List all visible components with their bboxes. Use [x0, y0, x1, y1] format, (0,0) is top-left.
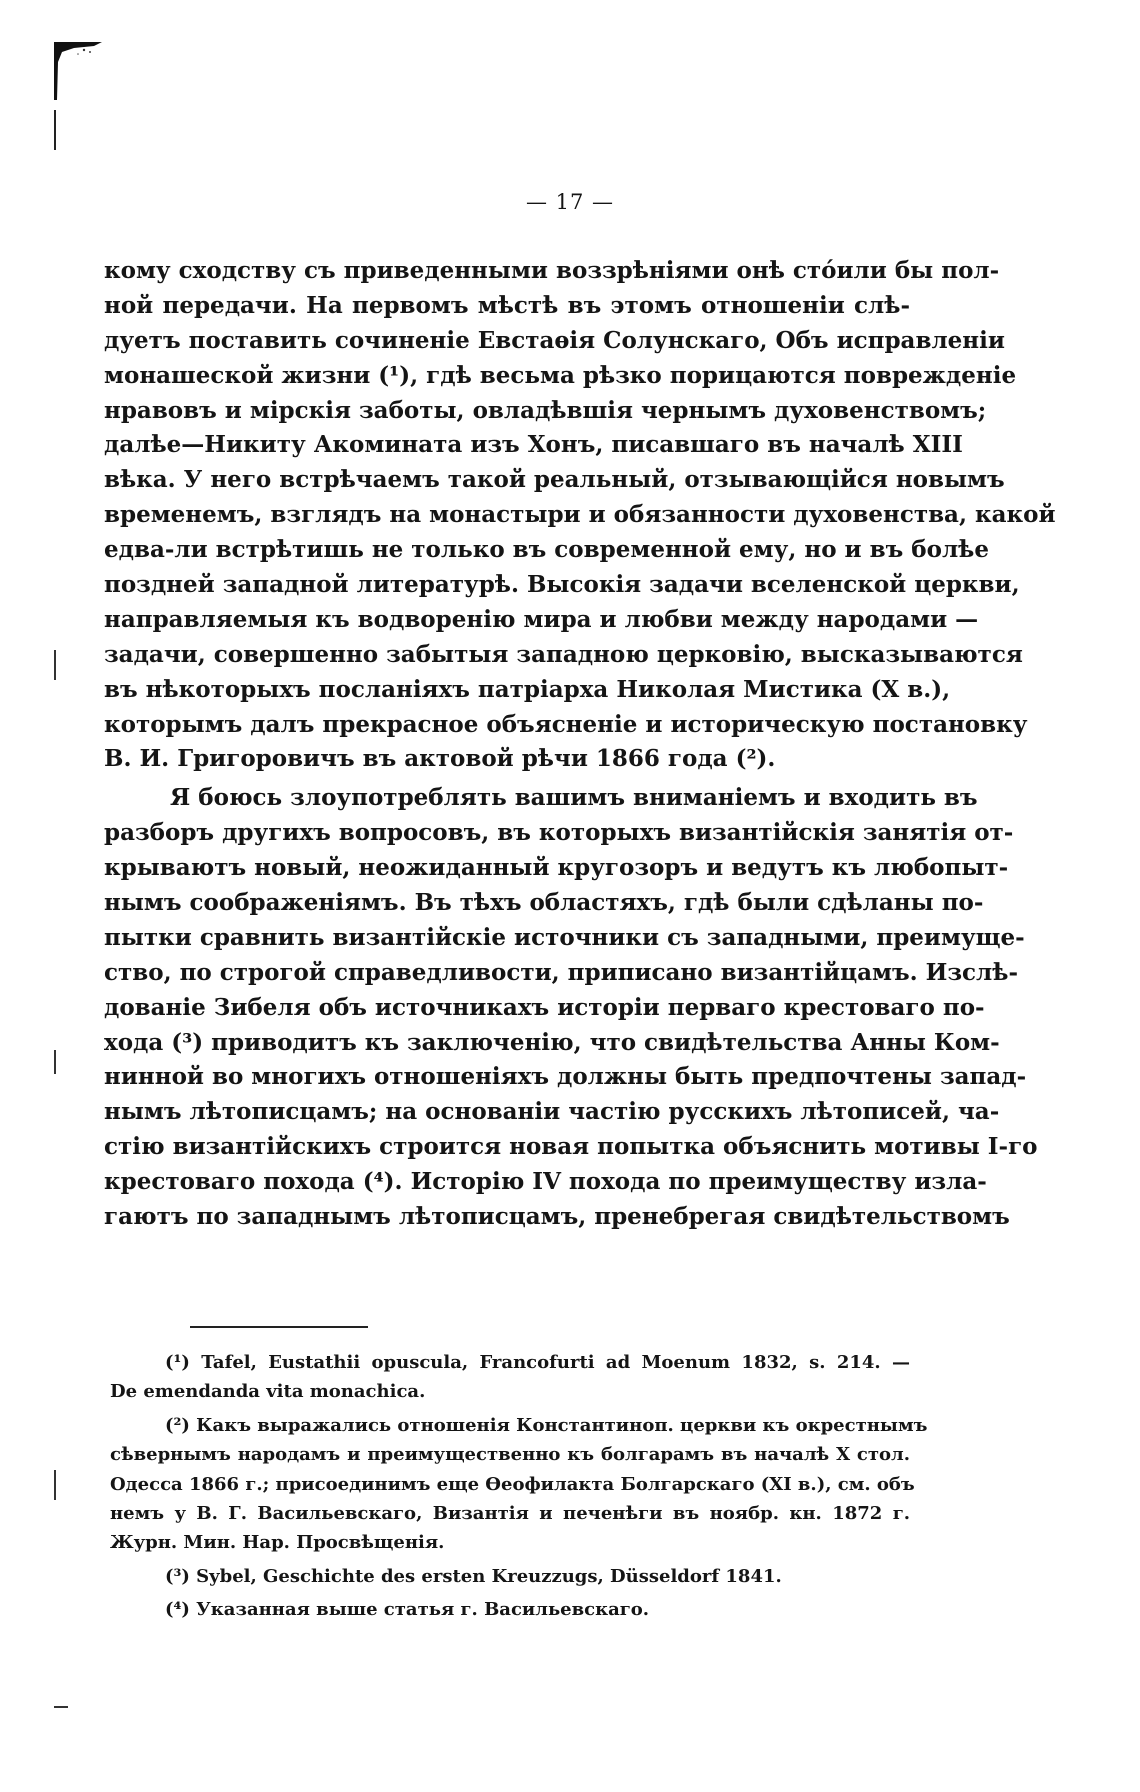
text-line: дованіе Зибеля объ источникахъ исторіи перваго крестоваго по-: [104, 993, 985, 1021]
text-line: гаютъ по западнымъ лѣтописцамъ, пренебрегая свидѣтельствомъ: [104, 1203, 1010, 1231]
text-line: крестоваго похода (⁴). Исторію IV похода по преимуществу изла-: [104, 1168, 987, 1196]
scan-corner-mark: [54, 42, 102, 100]
page-number: — 17 —: [525, 190, 615, 214]
text-line: нравовъ и мірскія заботы, овладѣвшія чернымъ духовенствомъ;: [104, 396, 987, 424]
text-line: стію византійскихъ строится новая попытка объяснить мотивы I-го: [104, 1133, 1038, 1161]
text-line: временемъ, взглядъ на монастыри и обязанности духовенства, какой: [104, 501, 1056, 529]
text-line: поздней западной литературѣ. Высокія задачи вселенской церкви,: [104, 571, 1020, 599]
text-line: хода (³) приводитъ къ заключенію, что свидѣтельства Анны Ком-: [104, 1028, 1000, 1056]
text-line: нымъ лѣтописцамъ; на основаніи частію русскихъ лѣтописей, ча-: [104, 1098, 1000, 1126]
footnote-separator: [190, 1326, 368, 1328]
text-line: пытки сравнить византійскіе источники съ западными, преимуще-: [104, 923, 1025, 951]
text-line: въ нѣкоторыхъ посланіяхъ патріарха Николая Мистика (X в.),: [104, 675, 951, 703]
footnote-line: Одесса 1866 г.; присоединимъ еще Ѳеофилакта Болгарскаго (XI в.), см. объ: [110, 1473, 915, 1495]
footnote-line: немъ у В. Г. Васильевскаго, Византія и печенѣги въ ноябр. кн. 1872 г.: [110, 1502, 910, 1524]
text-line: разборъ другихъ вопросовъ, въ которыхъ византійскія занятія от-: [104, 819, 1014, 847]
scan-edge-marks: [54, 110, 58, 1770]
text-line: В. И. Григоровичъ въ актовой рѣчи 1866 года (²).: [104, 745, 776, 773]
text-line: кому сходству съ приведенными воззрѣніями онѣ стóили бы пол-: [104, 257, 1000, 284]
text-line: Я боюсь злоупотреблять вашимъ вниманіемъ и входить въ: [170, 784, 978, 812]
text-line: дуетъ поставить сочиненіе Евстаѳія Солунскаго, Объ исправленіи: [104, 326, 1005, 354]
text-line: нинной во многихъ отношеніяхъ должны быть предпочтены запад-: [104, 1063, 1027, 1091]
footnotes: [110, 1348, 928, 1625]
text-line: задачи, совершенно забытыя западною церковію, высказываются: [104, 640, 1023, 668]
footnote-line: Журн. Мин. Нар. Просвѣщенія.: [110, 1532, 445, 1554]
footnote-line: (⁴) Указанная выше статья г. Васильевскаго.: [165, 1599, 650, 1621]
main-text: [104, 254, 1056, 1235]
footnote-line: сѣвернымъ народамъ и преимущественно къ болгарамъ въ началѣ X стол.: [110, 1444, 910, 1466]
text-line: едва-ли встрѣтишь не только въ современной ему, но и въ болѣе: [104, 536, 989, 564]
text-line: направляемыя къ водворенію мира и любви между народами —: [104, 605, 979, 633]
text-line: монашеской жизни (¹), гдѣ весьма рѣзко порицаются поврежденіе: [104, 361, 1017, 389]
text-line: нымъ соображеніямъ. Въ тѣхъ областяхъ, гдѣ были сдѣланы по-: [104, 889, 984, 917]
footnote-line: (³) Sybel, Geschichte des ersten Kreuzzugs, Düsseldorf 1841.: [165, 1565, 782, 1587]
text-line: которымъ далъ прекрасное объясненіе и историческую постановку: [104, 710, 1028, 738]
text-line: крываютъ новый, неожиданный кругозоръ и ведутъ къ любопыт-: [104, 854, 1009, 882]
text-line: далѣе—Никиту Акомината изъ Хонъ, писавшаго въ началѣ XIII: [104, 431, 963, 459]
footnote-line: (¹) Tafel, Eustathii opuscula, Francofurti ad Moenum 1832, s. 214. —: [165, 1352, 910, 1373]
text-line: вѣка. У него встрѣчаемъ такой реальный, отзывающійся новымъ: [104, 466, 1005, 494]
text-line: ство, по строгой справедливости, приписано византійцамъ. Изслѣ-: [104, 958, 1018, 986]
footnote-line: De emendanda vita monachica.: [110, 1381, 426, 1403]
text-line: ной передачи. На первомъ мѣстѣ въ этомъ отношеніи слѣ-: [104, 291, 910, 319]
footnote-line: (²) Какъ выражались отношенія Константиноп. церкви къ окрестнымъ: [165, 1414, 928, 1436]
